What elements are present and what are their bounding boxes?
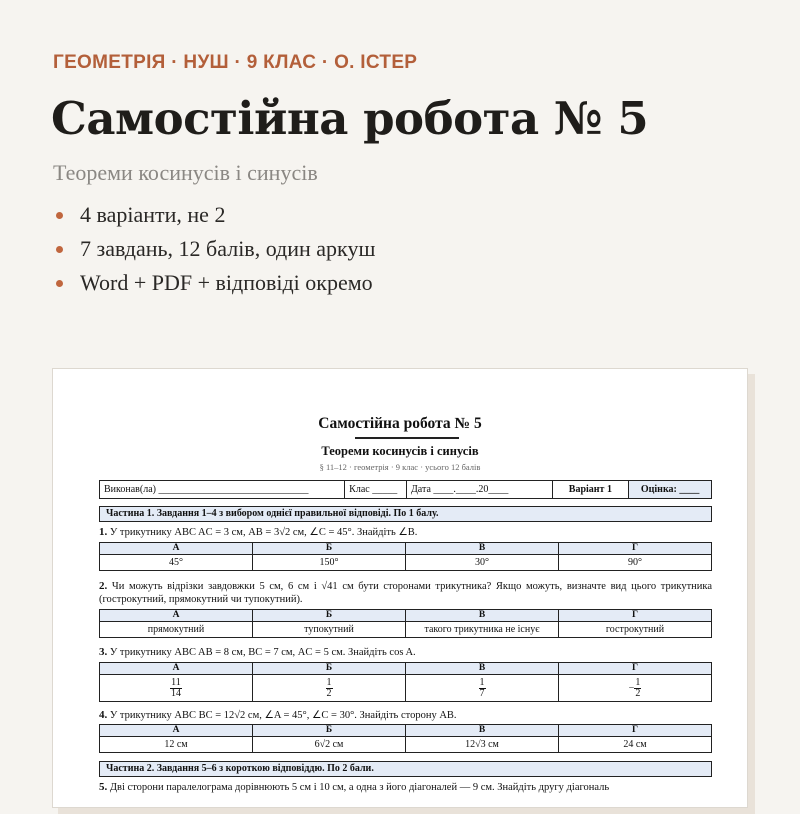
- option-value: такого трикутника не існує: [406, 622, 559, 638]
- option-value: 30°: [406, 555, 559, 571]
- option-letter: В: [406, 543, 559, 555]
- option-letter: А: [100, 543, 253, 555]
- worksheet-subtitle: Теореми косинусів і синусів: [321, 444, 479, 458]
- option-letter: В: [406, 610, 559, 622]
- fraction: $\frac{11}{14}$: [170, 676, 181, 699]
- option-value: [100, 675, 253, 702]
- task-3-options: [99, 662, 712, 702]
- option-letter: А: [100, 663, 253, 675]
- bullet-dot-icon: [56, 280, 63, 287]
- fraction: $\frac{1}{2}$: [635, 676, 641, 699]
- option-letter: Б: [253, 543, 406, 555]
- title-underline: [355, 437, 459, 439]
- task-1-options: [99, 542, 712, 571]
- task-2-options: [99, 609, 712, 638]
- task-2: 2. Чи можуть відрізки завдовжки 5 см, 6 см і √41 см бути сторонами трикутника? Якщо можуть, визначте вид цього трикутника (гострокутний, прямокутний чи тупокутний).: [99, 580, 712, 605]
- student-name-field: Виконав(ла) ______________________________: [100, 481, 345, 498]
- bullet-dot-icon: [56, 212, 63, 219]
- fraction: $\frac{1}{2}$: [326, 676, 332, 699]
- bullet-dot-icon: [56, 246, 63, 253]
- option-value: 150°: [253, 555, 406, 571]
- option-value: 12 см: [100, 737, 253, 753]
- fraction: $\frac{1}{7}$: [479, 676, 485, 699]
- option-value: 12√3 см: [406, 737, 559, 753]
- option-value: 24 см: [559, 737, 712, 753]
- option-value: [406, 675, 559, 702]
- option-letter: В: [406, 663, 559, 675]
- worksheet-preview: [52, 368, 748, 808]
- feature-item: Word + PDF + відповіді окремо: [53, 270, 375, 304]
- student-info-row: [99, 480, 712, 499]
- option-letter: Г: [559, 725, 712, 737]
- variant-label: Варіант 1: [553, 481, 630, 498]
- option-value: − $\frac{1}{2}$: [559, 675, 712, 702]
- student-class-field: Клас _____: [345, 481, 407, 498]
- option-letter: Г: [559, 663, 712, 675]
- option-letter: А: [100, 725, 253, 737]
- page-title: Самостійна робота № 5: [51, 92, 649, 145]
- option-letter: Б: [253, 610, 406, 622]
- option-letter: Б: [253, 725, 406, 737]
- feature-list: [53, 202, 375, 304]
- task-5: 5. Дві сторони паралелограма дорівнюють 5 см і 10 см, а одна з його діагоналей — 9 см. Знайдіть другу діагональ: [99, 781, 610, 793]
- option-value: 6√2 см: [253, 737, 406, 753]
- part2-header: Частина 2. Завдання 5–6 з короткою відповіддю. По 2 бали.: [99, 761, 712, 777]
- option-value: 45°: [100, 555, 253, 571]
- page-subtitle: Теореми косинусів і синусів: [53, 160, 318, 185]
- option-value: гострокутний: [559, 622, 712, 638]
- option-letter: А: [100, 610, 253, 622]
- option-letter: Г: [559, 543, 712, 555]
- option-letter: Г: [559, 610, 712, 622]
- worksheet-title: Самостійна робота № 5: [318, 415, 482, 432]
- task-1: 1. У трикутнику ABC AC = 3 см, AB = 3√2 см, ∠C = 45°. Знайдіть ∠B.: [99, 526, 418, 538]
- task-4-options: [99, 724, 712, 753]
- option-value: 90°: [559, 555, 712, 571]
- option-value: [253, 675, 406, 702]
- feature-item: 7 завдань, 12 балів, один аркуш: [53, 236, 375, 270]
- grade-field: Оцінка: ____: [629, 481, 711, 498]
- date-field: Дата ____.____.20____: [407, 481, 553, 498]
- option-letter: Б: [253, 663, 406, 675]
- part1-header: Частина 1. Завдання 1–4 з вибором однієї правильної відповіді. По 1 балу.: [99, 506, 712, 522]
- option-value: тупокутний: [253, 622, 406, 638]
- feature-item: 4 варіанти, не 2: [53, 202, 375, 236]
- kicker: ГЕОМЕТРІЯ · НУШ · 9 КЛАС · О. ІСТЕР: [53, 52, 418, 73]
- worksheet-meta: § 11–12 · геометрія · 9 клас · усього 12 балів: [319, 462, 481, 472]
- task-4: 4. У трикутнику ABC BC = 12√2 см, ∠A = 45°, ∠C = 30°. Знайдіть сторону AB.: [99, 709, 457, 721]
- option-value: прямокутний: [100, 622, 253, 638]
- task-3: 3. У трикутнику ABC AB = 8 см, BC = 7 см, AC = 5 см. Знайдіть cos A.: [99, 646, 416, 658]
- option-letter: В: [406, 725, 559, 737]
